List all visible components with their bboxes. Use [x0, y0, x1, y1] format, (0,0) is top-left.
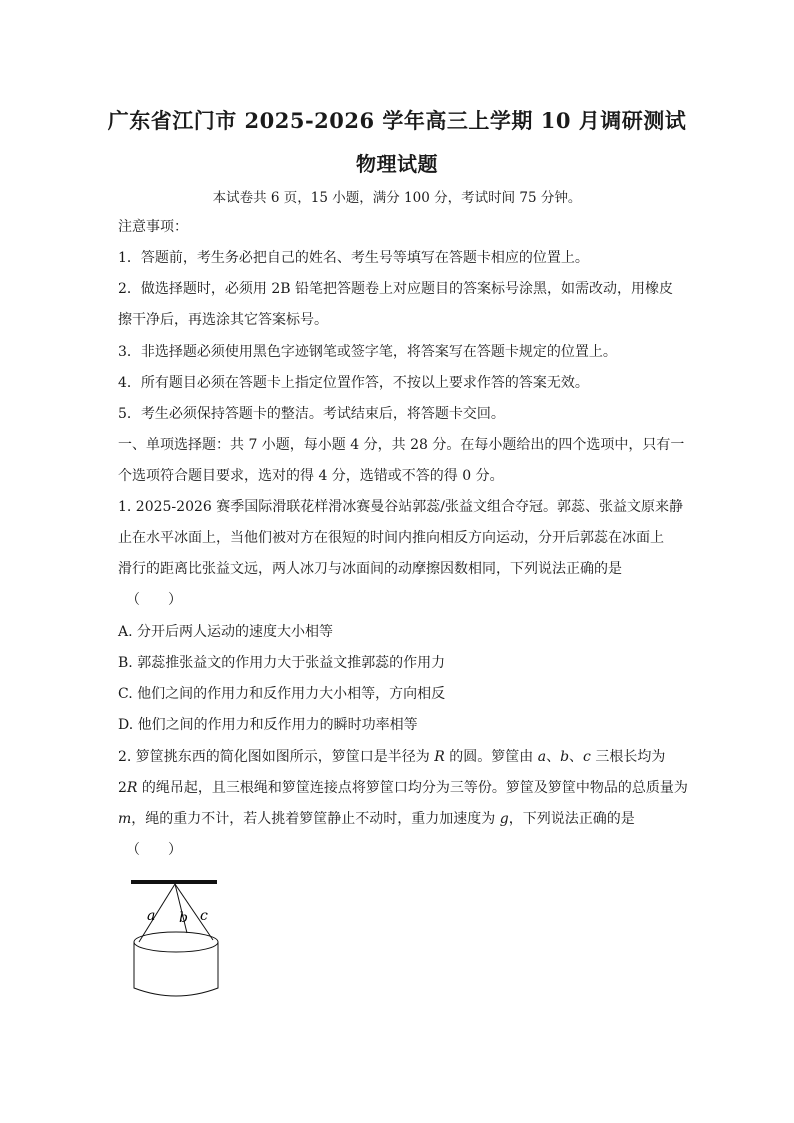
rope-b-symbol: b — [560, 749, 570, 765]
stem-text: 的圆。箩筐由 — [444, 749, 538, 765]
rope-a-symbol: a — [537, 749, 547, 765]
question-1-stem: 1. 2025-2026 赛季国际滑联花样滑冰赛曼谷站郭蕊/张益文组合夺冠。郭蕊、张益文原来静 — [118, 499, 683, 515]
exam-title: 广东省江门市 2025-2026 学年高三上学期 10 月调研测试 — [107, 108, 687, 133]
rope-b-label: b — [179, 910, 188, 926]
gravity-symbol: g — [499, 811, 509, 827]
separator: 、 — [569, 749, 584, 765]
question-2-answer-blank: （ ） — [126, 842, 182, 858]
note-item: 1．答题前，考生务必把自己的姓名、考生号等填写在答题卡相应的位置上。 — [118, 250, 589, 266]
note-item-continued: 擦干净后，再选涂其它答案标号。 — [118, 312, 328, 328]
subject-title: 物理试题 — [356, 152, 438, 176]
stem-text: 2 — [118, 780, 127, 796]
question-2-stem — [118, 809, 678, 829]
stem-text: ，绳的重力不计，若人挑着箩筐静止不动时，重力加速度为 — [131, 811, 500, 827]
notes-heading: 注意事项： — [118, 219, 188, 235]
question-1-option-d: D. 他们之间的作用力和反作用力的瞬时功率相等 — [118, 717, 418, 733]
radius-symbol: R — [126, 780, 138, 796]
rope-c-symbol: c — [583, 749, 591, 765]
question-1-option-c: C. 他们之间的作用力和反作用力大小相等，方向相反 — [118, 686, 446, 702]
radius-symbol: R — [434, 749, 445, 765]
question-1-stem: 止在水平冰面上，当他们被对方在很短的时间内推向相反方向运动，分开后郭蕊在冰面上 — [118, 530, 664, 546]
rope-c-label: c — [200, 908, 208, 924]
question-1-answer-blank: （ ） — [126, 592, 182, 608]
section-heading: 一、单项选择题：共 7 小题，每小题 4 分，共 28 分。在每小题给出的四个选项中，只有一 — [118, 437, 685, 453]
question-1-option-a: A. 分开后两人运动的速度大小相等 — [118, 624, 334, 640]
note-item: 5．考生必须保持答题卡的整洁。考试结束后，将答题卡交回。 — [118, 406, 505, 422]
exam-info: 本试卷共 6 页，15 小题，满分 100 分，考试时间 75 分钟。 — [212, 190, 582, 206]
note-item: 4．所有题目必须在答题卡上指定位置作答，不按以上要求作答的答案无效。 — [118, 375, 589, 391]
note-item: 2．做选择题时，必须用 2B 铅笔把答题卷上对应题目的答案标号涂黑，如需改动，用橡皮 — [118, 281, 674, 297]
basket-body — [134, 942, 218, 996]
section-heading-continued: 个选项符合题目要求，选对的得 4 分，选错或不答的得 0 分。 — [118, 468, 504, 484]
stem-text: 三根长均为 — [590, 749, 666, 765]
question-1-stem: 滑行的距离比张益文远，两人冰刀与冰面间的动摩擦因数相同，下列说法正确的是 — [118, 561, 622, 577]
question-2-stem — [118, 778, 688, 798]
question-1-option-b: B. 郭蕊推张益文的作用力大于张益文推郭蕊的作用力 — [118, 655, 446, 671]
basket-rim — [134, 932, 218, 952]
stem-text: 2. 箩筐挑东西的简化图如图所示，箩筐口是半径为 — [118, 749, 435, 765]
question-2-stem — [118, 747, 678, 767]
stem-text: 的绳吊起，且三根绳和箩筐连接点将箩筐口均分为三等份。箩筐及箩筐中物品的总质量为 — [137, 780, 688, 796]
basket-diagram — [125, 870, 230, 1010]
rope-a-label: a — [147, 908, 156, 924]
carrying-pole — [131, 880, 217, 884]
mass-symbol: m — [118, 811, 132, 827]
separator: 、 — [546, 749, 561, 765]
stem-text: ，下列说法正确的是 — [508, 811, 635, 827]
note-item: 3．非选择题必须使用黑色字迹钢笔或签字笔，将答案写在答题卡规定的位置上。 — [118, 344, 617, 360]
